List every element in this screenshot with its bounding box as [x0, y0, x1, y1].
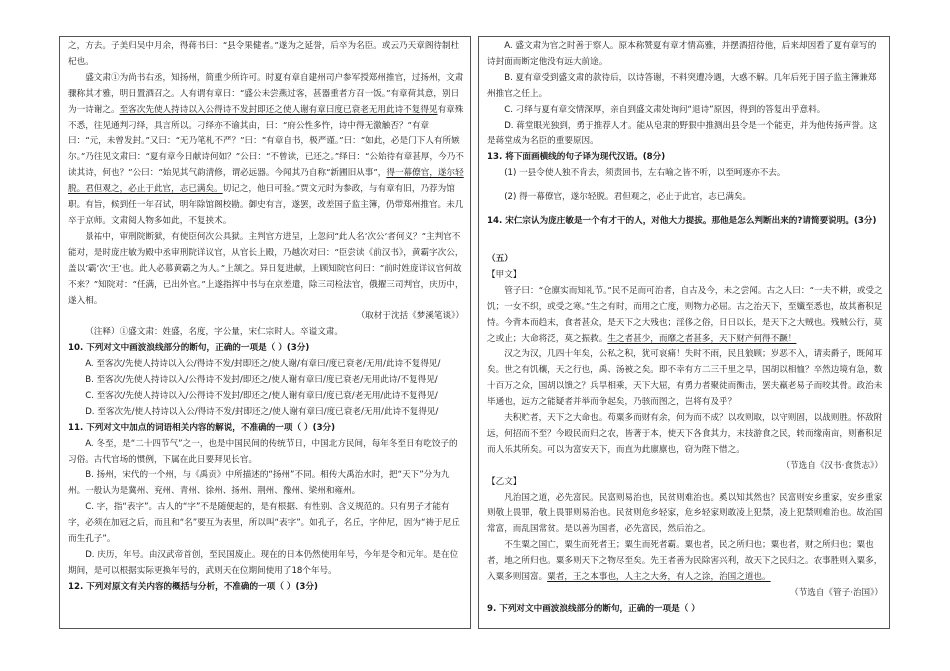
- question-12-option-a: A. 盛文肃为官之时善于察人。原本称赞夏有章才情高雅，并摆酒招待他，后来却因看了夏有章写的诗封面而断定他没有远大前途。: [487, 41, 877, 67]
- story-text: 有章殊不悉，往见通判刁绎，具言所以。刁绎亦不谕其由，曰：“府公性多忤，诗中得无激触否？”有章曰：“元，未曾发封。”又曰：“无乃笔札不严？”曰：“有章自书，极严谨。”曰：“如此，必是门下人有所嫉尔。”乃往见文肃曰：“夏有章今日献诗何如？”公曰：“不曾读，已还之。”绎曰：“公始待有章甚厚，今乃不读其诗，何也？”公曰：“始见其气韵清修，谓必远器。今闻其乃自称“新圃旧从事”，: [68, 104, 464, 179]
- question-11-option-d: D. 庆历，年号。由汉武帝首创，至民国废止。现在的日本仍然使用年号，今年是令和元年。是在位期间，是可以根据实际更换年号的，武则天在位期间使用了18个年号。: [68, 550, 459, 576]
- passage-yi-paragraph: 凡治国之道，必先富民。民富则易治也，民贫则难治也。奚以知其然也？民富则安乡重家，安乡重家则敬上畏罪，敬上畏罪则易治也。民贫则危乡轻家，危乡轻家则敢凌上犯禁，凌上犯禁则难治也。故治国常富，而乱国常贫。是以善为国者，必先富民，然后治之。: [487, 492, 883, 535]
- right-column: [478, 36, 890, 629]
- question-14-stem: 14. 宋仁宗认为庞庄敏是一个有才干的人，对他大力提拔。那他是怎么判断出来的?请简要说明。(3分): [487, 216, 877, 227]
- passage-jia-paragraph: 夫积贮者，天下之大命也。苟粟多而财有余，何为而不成？以攻则取，以守则固，以战则胜。怀敌附远，何招而不至？今殴民而归之农，皆著于本，使天下各食其力，末技游食之民，转而缘南亩，则畜积足而人乐其所矣。可以为富安天下，而直为此廪廪也，窃为陛下惜之。: [487, 413, 883, 455]
- question-10-stem: 10. 下列对文中画波浪线部分的断句，正确的一项是（ ）(3分): [68, 343, 310, 354]
- underlined-sentence: 生之者甚少，而靡之者甚多，天下财产何得不蹶！: [607, 333, 797, 344]
- source-citation: （节选自《管子·治国》）: [790, 588, 883, 598]
- annotation-note: （注释）①盛文肃：姓盛，名度，字公量，宋仁宗时人。卒谥文肃。: [85, 327, 344, 338]
- passage-yi-paragraph: [487, 538, 883, 586]
- question-11-stem: 11. 下列对文中加点的词语相关内容的解说，不准确的一项（ ）(3分): [68, 422, 336, 433]
- passage-text: 管子曰：“仓廪实而知礼节。”民不足而可治者，自古及今，未之尝闻。古之人曰：“一夫不耕，或受之饥；一女不织，或受之寒。”生之有时，而用之亡度，则物力必屈。古之治天下，至孅至悉也，故其畜积足恃。今背本而趋末，食者甚众，是天下之大残也；淫侈之俗，日日以长，是天下之大贼也。残贼公行，莫之或止；大命将泛，莫之振救。: [487, 285, 883, 344]
- question-10-option-c: C. 至客次/先使人持诗以入/公得诗不发封/即还之/使人谢有章曰/度已衰/老无用/此诗不复得见/: [85, 390, 438, 401]
- question-12-option-c: C. 刁绎与夏有章交情深厚，亲自到盛文肃处询问“退诗”原因，得到的答复出乎意料。: [504, 104, 826, 115]
- story-text: 盛文肃①为尚书右丞，知扬州，简重少所许可。时夏有章自建州司户参军授郑州推官，过扬州，文肃骤称其才雅，明日置酒召之。人有谓有章曰：“盛公未尝燕过客，甚器重者方召一饭。”有章荷其意，别日为一诗谢之。: [68, 72, 464, 115]
- wavy-underlined-sentence: 粟者，王之本事也，人主之大务，有人之涂，治国之道也。: [547, 572, 771, 583]
- story-text: 切记之，他日可验。”贾文元时为参政，与有章有旧，乃荐为馆职。有旨，候到任一年召试，明年除馆阁校勘。御史有言，遂罢，改差国子监主簿，仍带郑州推官。未几卒于京师。文肃阅人物多如此，不复挟术。: [68, 184, 464, 226]
- underlined-sentence: 得一幕僚官，遂尔轻脱。君但观之，必止于此官，志已满矣。: [68, 168, 464, 195]
- question-11-option-a: A. 冬至，是“二十四节气”之一，也是中国民间的传统节日，中国北方民间，每年冬至日有吃饺子的习俗。古代官场的惯例，下属在此日要拜见长官。: [68, 438, 458, 465]
- question-11-option-c: C. 字，指“表字”。古人的“字”不是随便起的，是有根据、有性别、含义规范的。只有男子才能有字，必须在加冠之后，而且和“名”要互为表里，所以叫“表字”。如孔子，名丘，字仲尼，因为“祷于尼丘而生孔子”。: [68, 502, 460, 545]
- question-9-stem: 9. 下列对文中画波浪线部分的断句，正确的一项是（ ）: [487, 603, 700, 614]
- answer-space[interactable]: [487, 230, 883, 250]
- source-citation: （节选自《汉书·食货志》）: [781, 460, 883, 471]
- passage-jia-tag: 【甲文】: [487, 269, 522, 280]
- passage-jia-paragraph: 汉之为汉，几四十年矣，公私之积，犹可哀痛！失时不雨，民且狼顾；岁恶不入，请卖爵子，既闻耳矣。世之有饥穰，天之行也，禹、汤被之矣。即不幸有方二三千里之旱，国胡以相恤？卒然边境有急，数十百万之众，国胡以馈之？兵旱相乘，天下大屈，有勇力者聚徒而衡击，罢夫羸老易子而咬其骨。政治未毕通也，远方之能疑者并举而争起矣，乃骇而图之，岂将有及乎？: [487, 349, 883, 408]
- section-5-heading: （五）: [487, 253, 513, 264]
- passage-yi-tag: 【乙文】: [487, 476, 522, 487]
- passage-jia-paragraph: [487, 284, 883, 348]
- source-citation: （取材于沈括《梦溪笔谈》）: [356, 311, 464, 322]
- question-13-item-2: (2) 得一幕僚官，遂尔轻脱。君但观之，必止于此官，志已满矣。: [504, 192, 752, 203]
- question-13-stem: 13. 将下面画横线的句子译为现代汉语。(8分): [487, 152, 666, 163]
- question-12-option-d: D. 蒋堂眼光独到，勇于推荐人才。能从皂隶的野狠中推测出县令是一个能吏，并为他传扬声誉。这是蒋堂成为名臣的重要原因。: [487, 120, 878, 147]
- left-column: [59, 36, 471, 629]
- question-10-option-b: B. 至客次/先使人持诗以入/公得诗不发封/即还之/使人谢有章曰/度已衰老/无用此诗/不复得见/: [85, 375, 438, 386]
- wavy-underlined-sentence: 至客次先使人持诗以入公得诗不发封即还之使人谢有章曰度已衰老无用此诗不复得见: [119, 104, 438, 115]
- question-11-option-b: B. 扬州，宋代的一个州，与《禹贡》中所描述的“扬州”不同。相传大禹治水时，把“天下”分为九州。一般认为是冀州、兖州、青州、徐州、扬州、荆州、豫州、梁州和雍州。: [68, 470, 450, 497]
- question-12-option-b: B. 夏有章受到盛文肃的款待后，以诗答谢，不料突遭冷遇，大惑不解。几年后死于国子监主簿兼郑州推官之任上。: [487, 72, 877, 99]
- story-paragraph: 之，方去。子美归吴中月余，得蒋书曰：“县令果健者。”遂为之延誉，后卒为名臣。或云乃天章阁待制杜杞也。: [68, 41, 460, 67]
- story-paragraph: 景祐中，审刑院断狱，有使臣何次公具狱。主判官方进呈，上忽问“此人名‘次公’者何义？”主判官不能对，是时庞庄敏为殿中丞审刑院详议官，从官长上殿，乃越次对曰：“臣尝读《前汉书》，黄霸字次公，盖以‘霸’次‘王’也。此人必慕黄霸之为人。”上颔之。异日复进献，上顾知院官问曰：“前时姓庞详议官何故不来？”知院对：“任满，已出外官。”上遂指挥中书与在京差遣，除三司检法官，俄擢三司判官，庆历中，遂入相。: [68, 231, 464, 306]
- answer-space[interactable]: [487, 206, 883, 214]
- story-paragraph: [68, 71, 464, 230]
- question-13-item-1: (1) 一县令使人独不肯去，须责回书，左右喻之皆不听，以至呵逐亦不去。: [504, 168, 786, 179]
- question-10-option-a: A. 至客次/先使人持诗以入公/得诗不发/封即还之/使人谢/有章曰/度已衰老/无用/此诗不复得见/: [85, 359, 441, 370]
- passage-text: 不生粟之国亡，粟生而死者王；粟生而死者霸。粟也者，民之所归也；粟也者，财之所归也；粟也者，地之所归也。粟多则天下之物尽至矣。先王者善为民除害兴利，故天下之民归之。农事胜则入粟多，入粟多则国富。: [487, 540, 883, 583]
- question-12-stem: 12. 下列对原文有关内容的概括与分析，不准确的一项（ ）(3分): [68, 581, 318, 592]
- question-10-option-d: D. 至客次先/使人持诗以入公/得诗不发/封即还之/使人谢有章曰/度已衰老/无用/此诗不复得见/: [85, 406, 439, 417]
- answer-space[interactable]: [487, 182, 883, 190]
